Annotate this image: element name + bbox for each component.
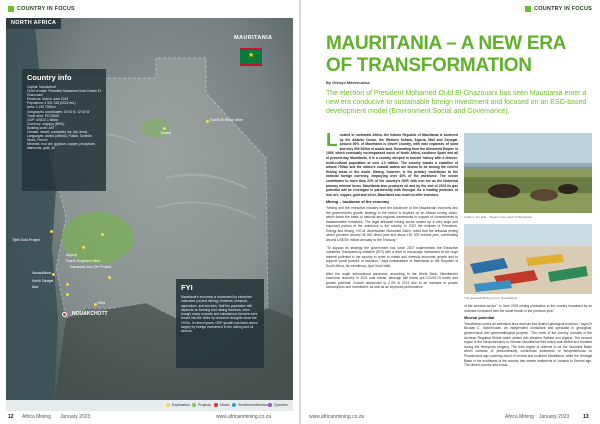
place-marker xyxy=(94,303,97,306)
issue-date: January 2023 xyxy=(539,414,570,420)
capital-label: NOUAKCHOTT xyxy=(72,311,108,317)
info-line: Trade area: ECOWAS xyxy=(27,113,60,118)
place-marker xyxy=(52,273,55,276)
legend-swatch xyxy=(214,403,218,407)
place-label: Nouadhibou xyxy=(32,271,52,275)
mauritania-map xyxy=(6,18,293,405)
left-footer xyxy=(0,411,299,424)
section-heading: Mining – backbone of the economy xyxy=(326,200,390,205)
place-label: North Tabajat xyxy=(32,279,54,283)
page-number: 13 xyxy=(583,414,589,420)
body-paragraph: "Mining and the extractive industry form the backbone of the Mauritanian economy and the government's growth strategy in the sector is inspired by an African mining vision, which forms the basis of national and regional frameworks in support of commitments to transformative industries. The legal artisanal mining sector makes up a very large and important portion of the workforce in the country. In 2022 the minister of Petroleum, Energy and Mining, H.E.M. Abdessalam Mohamed Saleh, noted that the artisanal mining sector provides around 45 000 direct jobs and about 190 000 indirect jobs, contributing around US$700 million annually to the Treasury." xyxy=(326,205,458,243)
place-label: Atar xyxy=(32,285,39,289)
photo-caption: The artisanal fishing port in Nouadhibou... xyxy=(464,296,520,300)
fyi-title: FYI xyxy=(181,283,193,292)
info-line: Currency: ouguiya (MRU) xyxy=(27,121,65,126)
legend-swatch xyxy=(192,403,196,407)
legend-swatch xyxy=(232,403,236,407)
place-label: Tasiast xyxy=(160,131,172,135)
body-paragraph: of the services sector." In June 2022 mining production in the country increased by an increase compared with the same month in the previous year." xyxy=(464,304,592,313)
website-link[interactable]: www.africanmining.co.za xyxy=(216,414,272,420)
issue-date: January 2023 xyxy=(60,414,91,420)
body-paragraph: After the tough international pandemic, according to the World Bank, Mauritania's economic recovery in 2021 was robust, although still below pre-COVID-19 levels and growth potential. Growth rebounded to 2.4% in 2021 due to an increase in private consumption and investment, as well as an improved performance xyxy=(326,271,458,290)
legend-item: Quarries xyxy=(268,403,288,408)
photo-fishing-port xyxy=(464,224,592,294)
info-line: Area: 1 030 700km² xyxy=(27,105,56,110)
capital-marker-icon xyxy=(62,312,67,317)
info-line: Languages: Arabic (official), Pulaar, Soninke, Wolof, French xyxy=(27,134,93,143)
legend-item: Exploration xyxy=(166,403,190,408)
place-marker xyxy=(101,233,104,236)
place-label: Tijirit Gold Project xyxy=(12,238,41,242)
info-line: Minerals: iron ore, gypsum, copper, phosphate, diamonds, gold, oil xyxy=(27,142,96,151)
place-marker xyxy=(50,230,53,233)
mauritania-flag xyxy=(240,48,262,66)
legend-item: Projects xyxy=(192,403,211,408)
place-marker xyxy=(163,127,166,130)
place-label: Guelb Moghrein Mine xyxy=(66,259,101,263)
map-country-label: MAURITANIA xyxy=(234,35,273,41)
magazine-name: Africa Mining xyxy=(505,414,534,420)
info-line: GDP: US$10.1 billion xyxy=(27,117,59,122)
country-info-box xyxy=(22,69,106,191)
photo-cattle xyxy=(464,133,592,213)
flag-star-icon: ★ xyxy=(248,52,255,59)
body-paragraph: "To support its strategy the government has since 2007 implemented the Extractive Industries Transparency Initiative (EITI) with a drive to encourage investment at the huge mineral potential in the country in order to create and diversify economic growth and to support social policies of inclusion," says Ambassador of Mauritania to the Republic of South Africa, his excellency Jiyid Ould Hafid. xyxy=(326,245,458,269)
place-label: Guelb El Rhein Mine xyxy=(210,118,243,122)
legend-swatch xyxy=(268,403,272,407)
article-byline: By Glenyo Mavenusisa xyxy=(326,80,370,85)
section-tag-right: COUNTRY IN FOCUS xyxy=(525,5,592,13)
section-heading: Mineral potential xyxy=(464,316,495,321)
legend-item: Smelters/refineries xyxy=(232,403,268,408)
body-paragraph: "Mauritania covers an extensive area and has four distinct geological horizons," says Dr Nicolas C. Stavrinoulas, an independent consultant and specialist in geological, geotechnical and geometallurgical projects. "The north of the country consists of the Archean Reguibat Shield which strikes into Western Sahara and Algeria. The second region is the Neoproterozoic to Silurian Mauritanide Belt which was folded and thrusted during the Hercynian orogeny. The third region is referred to as the Taoudeni Basin which consists of predominantly continental sediments of Neoproterozoic to Phanerozoic age covering much of central and southern Mauritania, while the Senegal Basin in the southwest of the country has marine sediments of Jurassic to Recent age. The desert country also hosts... xyxy=(464,321,592,368)
place-marker xyxy=(66,283,69,286)
right-page xyxy=(301,0,600,424)
info-line: Climate: desert; constantly hot, dry, dusty xyxy=(27,130,88,135)
page-number: 12 xyxy=(8,414,14,420)
right-footer xyxy=(301,411,600,424)
place-label: Akjoujt xyxy=(66,253,77,257)
info-line: Chief of state: President Mohamed Ould Cheikh El Ghazouani xyxy=(27,89,101,98)
legend-item: Mines xyxy=(214,403,230,408)
info-line: Building code: AST xyxy=(27,125,55,130)
country-info-title: Country info xyxy=(27,73,72,82)
website-link[interactable]: www.africanmining.co.za xyxy=(309,414,365,420)
place-marker xyxy=(108,276,111,279)
info-line: Capital: Nouakchott xyxy=(27,85,56,89)
info-line: Population: 4 301 018 (2022 est.) xyxy=(27,101,76,106)
place-label: Kiffa xyxy=(98,301,106,305)
article-title: MAURITANIA – A NEW ERA OF TRANSFORMATION xyxy=(326,33,566,76)
legend-swatch xyxy=(166,403,170,407)
left-page xyxy=(0,0,299,424)
fyi-text: Mauritania's economy is dominated by extractive industries (oil and mining), fisheries, livestock, agriculture, and services. Half the population still depends on farming and raising livestock, even though many nomads and subsistence farmers were forced into the cities by recurrent droughts since the 1970s. In recent years, GDP growth has been driven largely by foreign investment in the mining and oil sectors. xyxy=(181,295,258,334)
place-marker xyxy=(206,120,209,123)
map-legend xyxy=(6,400,293,411)
magazine-name: Africa Mining xyxy=(22,414,51,420)
place-marker xyxy=(82,246,85,249)
place-marker xyxy=(66,293,69,296)
section-tag-left: COUNTRY IN FOCUS xyxy=(8,5,75,13)
place-label: Kamasiat Iron Ore Project xyxy=(70,265,112,269)
fyi-box xyxy=(176,279,264,368)
region-tag: NORTH AFRICA xyxy=(6,18,61,29)
info-line: Elections: held in June 2019 xyxy=(27,97,69,102)
article-column-2 xyxy=(464,304,592,408)
lead-paragraph: ocated in northwest Africa, the Islamic Republic of Mauritania is bordered by the Atlantic Ocean, the Western Sahara, Algeria, Mali and Senegal. Around 90% of Mauritania is desert country, with vast expanses of sand and only 500 000ha of arable land. Emanating from the Almoravid Empire in 1039, which eventually encompassed much of North Africa, southern Spain and all of present-day Mauritania, it is a country steeped in ancient history with a diverse, multi-cultural population of over 4.3 million. The country boasts a coastline of almost 700km and the nation's coastal waters are known to be among the richest fishing areas in the world. Mining, however, is the primary contributor to the national foreign currency, employing over 40% of the workforce. The sector contributes to more than 22% of the country's GDP, with iron ore as the historical primary mineral focus. Mauritania also produces oil and by the end of 2023 its gas potential will be leveraged in partnership with Senegal. As a leading producer of iron ore, copper, gold and silver, Mauritania has much to offer investors. xyxy=(326,133,458,197)
photo-caption: Cattle in the field – Beast in the youth of Mauritania xyxy=(464,215,532,219)
article-column-1 xyxy=(326,133,458,408)
info-line: Geographic coordinates: 20 00 N, 12 00 W xyxy=(27,109,90,114)
article-intro: The election of President Mohamed Ould El-Ghazouani has seen Mauritania enter a new era conducive to sustainable foreign investment and focused on an ESG-based development model (Environment Social and Governance). xyxy=(326,90,587,116)
drop-cap: L xyxy=(326,133,338,151)
